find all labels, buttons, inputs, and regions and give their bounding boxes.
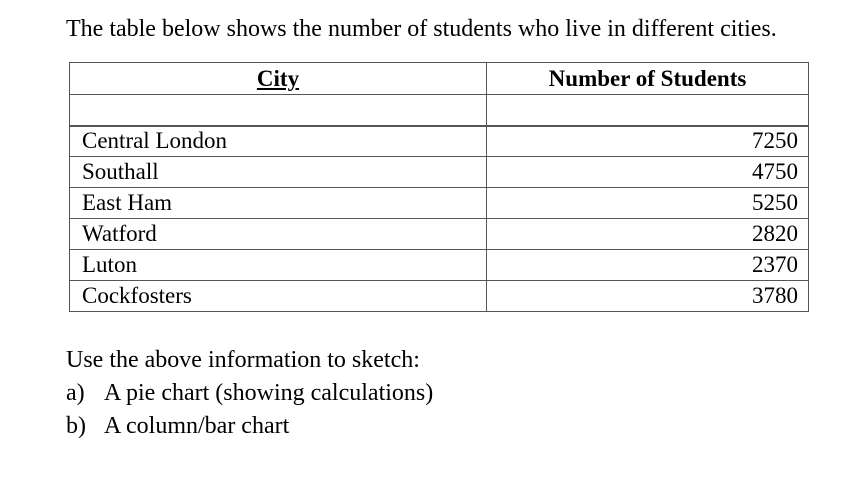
city-cell: Luton: [70, 250, 487, 281]
students-table: [69, 62, 809, 312]
blank-cell: [487, 95, 809, 126]
task-item-a: [66, 377, 433, 410]
column-header-city: City: [70, 63, 487, 95]
city-cell: Central London: [70, 126, 487, 157]
city-cell: Southall: [70, 157, 487, 188]
students-cell: 3780: [487, 281, 809, 312]
students-cell: 2370: [487, 250, 809, 281]
task-item-text: A column/bar chart: [104, 413, 290, 439]
intro-text: The table below shows the number of students who live in different cities.: [66, 16, 777, 42]
task-section: [66, 344, 433, 443]
table-row: [70, 250, 809, 281]
task-item-b: [66, 410, 433, 443]
column-header-students: Number of Students: [487, 63, 809, 95]
city-cell: Cockfosters: [70, 281, 487, 312]
blank-cell: [70, 95, 487, 126]
students-cell: 5250: [487, 188, 809, 219]
table-row: [70, 281, 809, 312]
table-row: [70, 126, 809, 157]
table-row: [70, 157, 809, 188]
table-row: [70, 188, 809, 219]
students-cell: 4750: [487, 157, 809, 188]
students-cell: 7250: [487, 126, 809, 157]
table-row: [70, 219, 809, 250]
task-prompt: Use the above information to sketch:: [66, 347, 420, 373]
blank-row: [70, 95, 809, 126]
table-header-row: [70, 63, 809, 95]
task-item-text: A pie chart (showing calculations): [104, 380, 434, 406]
task-item-marker: b): [66, 413, 86, 439]
students-cell: 2820: [487, 219, 809, 250]
city-cell: Watford: [70, 219, 487, 250]
city-cell: East Ham: [70, 188, 487, 219]
task-item-marker: a): [66, 380, 85, 406]
